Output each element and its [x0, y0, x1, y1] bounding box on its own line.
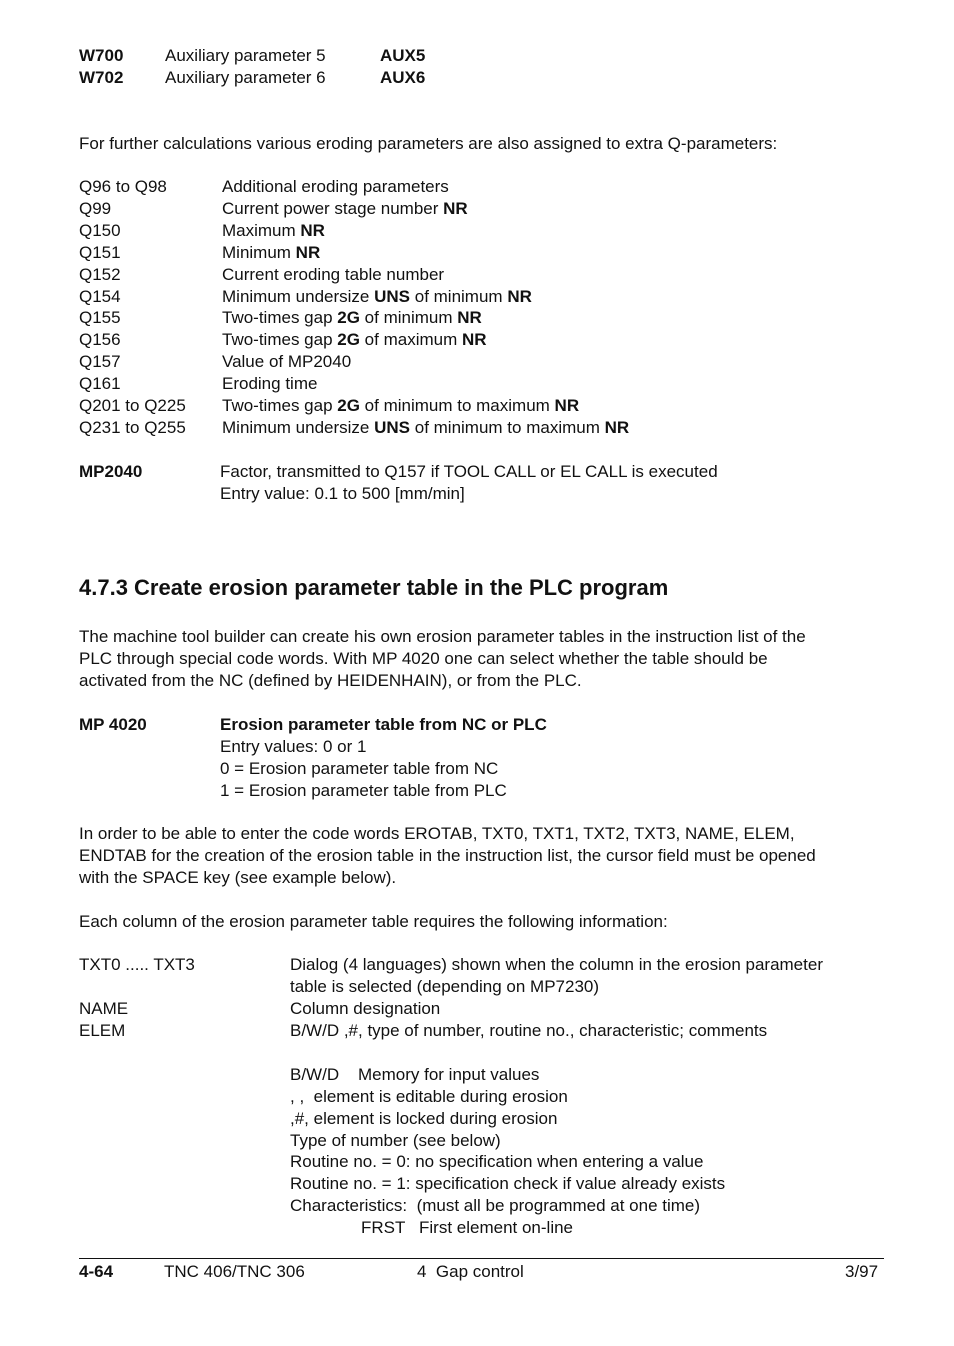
- mp4020-line: Entry values: 0 or 1: [220, 737, 367, 756]
- mp4020-label: MP 4020: [79, 715, 147, 734]
- q-param-description: [222, 242, 320, 264]
- aux-code: W702: [79, 68, 124, 87]
- q-param-text: Current eroding table number: [222, 265, 445, 284]
- q-param-text: Minimum undersize: [222, 287, 375, 306]
- aux-name: AUX6: [380, 68, 426, 87]
- aux-name: AUX5: [380, 46, 426, 65]
- q-param-text: Current power stage number: [222, 199, 444, 218]
- mp4020-line: 1 = Erosion parameter table from PLC: [220, 781, 507, 800]
- footer-product: TNC 406/TNC 306: [164, 1262, 305, 1281]
- q-param-text: Two-times gap: [222, 396, 338, 415]
- mp4020-line: 0 = Erosion parameter table from NC: [220, 759, 499, 778]
- q-param-code: Q151: [79, 243, 121, 262]
- footer-rule: [79, 1258, 884, 1259]
- q-param-keyword: UNS: [374, 418, 411, 437]
- aux-desc: Auxiliary parameter 5: [165, 46, 326, 65]
- q-param-keyword: NR: [457, 308, 482, 327]
- name-description: Column designation: [290, 999, 441, 1018]
- page-number: 4-64: [79, 1262, 114, 1281]
- q-param-text: Two-times gap: [222, 330, 338, 349]
- q-param-code: Q161: [79, 374, 121, 393]
- mp2040-label: MP2040: [79, 462, 143, 481]
- q-param-code: Q155: [79, 308, 121, 327]
- q-param-text: of maximum: [359, 330, 462, 349]
- q-param-text: Additional eroding parameters: [222, 177, 449, 196]
- q-param-code: Q152: [79, 265, 121, 284]
- q-param-keyword: NR: [554, 396, 580, 415]
- paragraph-line: activated from the NC (defined by HEIDENHAIN), or from the PLC.: [79, 671, 582, 690]
- elem-label: ELEM: [79, 1021, 126, 1040]
- q-param-code: Q150: [79, 221, 121, 240]
- aux-desc: Auxiliary parameter 6: [165, 68, 326, 87]
- q-param-text: Eroding time: [222, 374, 318, 393]
- q-param-keyword: 2G: [337, 330, 360, 349]
- paragraph-line: In order to be able to enter the code words EROTAB, TXT0, TXT1, TXT2, TXT3, NAME, ELEM,: [79, 824, 795, 843]
- elem-detail: Characteristics: (must all be programmed at one time): [290, 1196, 701, 1215]
- q-param-keyword: 2G: [337, 308, 360, 327]
- q-param-code: Q96 to Q98: [79, 177, 167, 196]
- q-param-code: Q154: [79, 287, 121, 306]
- q-param-text: of minimum: [410, 287, 508, 306]
- q-param-code: Q157: [79, 352, 121, 371]
- name-label: NAME: [79, 999, 129, 1018]
- q-params-intro: For further calculations various eroding parameters are also assigned to extra Q-parameters:: [79, 134, 778, 153]
- txt-description: table is selected (depending on MP7230): [290, 977, 600, 996]
- footer-chapter: 4 Gap control: [417, 1262, 524, 1281]
- mp2040-entry-value: Entry value: 0.1 to 500 [mm/min]: [220, 484, 465, 503]
- section-heading: 4.7.3 Create erosion parameter table in the PLC program: [79, 575, 669, 600]
- paragraph-line: The machine tool builder can create his own erosion parameter tables in the instruction list of the: [79, 627, 806, 646]
- q-param-text: Value of MP2040: [222, 352, 352, 371]
- footer-date: 3/97: [845, 1262, 879, 1281]
- paragraph-line: with the SPACE key (see example below).: [79, 868, 397, 887]
- txt-description: Dialog (4 languages) shown when the column in the erosion parameter: [290, 955, 823, 974]
- elem-detail: , , element is editable during erosion: [290, 1087, 568, 1106]
- q-param-code: Q99: [79, 199, 112, 218]
- q-param-description: [222, 220, 325, 242]
- q-param-keyword: 2G: [337, 396, 360, 415]
- txt-label: TXT0 ..... TXT3: [79, 955, 195, 974]
- elem-detail: Routine no. = 0: no specification when entering a value: [290, 1152, 704, 1171]
- q-param-description: [222, 395, 579, 417]
- elem-detail: Routine no. = 1: specification check if value already exists: [290, 1174, 726, 1193]
- paragraph-line: PLC through special code words. With MP 4020 one can select whether the table should be: [79, 649, 768, 668]
- q-param-text: of minimum: [359, 308, 458, 327]
- frst-code: FRST: [361, 1218, 406, 1237]
- q-param-text: of minimum to maximum: [359, 396, 555, 415]
- q-param-description: [222, 286, 532, 308]
- q-param-text: Two-times gap: [222, 308, 338, 327]
- q-param-description: [222, 373, 317, 395]
- q-param-keyword: NR: [507, 287, 532, 306]
- q-param-description: [222, 351, 351, 373]
- q-param-description: [222, 198, 468, 220]
- q-param-keyword: NR: [604, 418, 630, 437]
- q-param-code: Q201 to Q225: [79, 396, 186, 415]
- q-param-description: [222, 307, 482, 329]
- q-param-text: Minimum: [222, 243, 296, 262]
- q-param-text: of minimum to maximum: [410, 418, 605, 437]
- q-param-keyword: NR: [461, 330, 487, 349]
- paragraph-line: Each column of the erosion parameter table requires the following information:: [79, 912, 668, 931]
- q-param-keyword: NR: [443, 199, 468, 218]
- frst-description: First element on-line: [419, 1218, 574, 1237]
- elem-detail: Type of number (see below): [290, 1131, 501, 1150]
- aux-code: W700: [79, 46, 124, 65]
- q-param-keyword: UNS: [374, 287, 411, 306]
- q-param-keyword: NR: [300, 221, 325, 240]
- mp4020-title: Erosion parameter table from NC or PLC: [220, 715, 547, 734]
- elem-detail: ,#, element is locked during erosion: [290, 1109, 558, 1128]
- q-param-code: Q156: [79, 330, 121, 349]
- q-param-description: [222, 329, 487, 351]
- q-param-description: [222, 176, 449, 198]
- paragraph-line: ENDTAB for the creation of the erosion table in the instruction list, the cursor field must be opened: [79, 846, 816, 865]
- elem-description: B/W/D ,#, type of number, routine no., characteristic; comments: [290, 1021, 768, 1040]
- q-param-keyword: NR: [295, 243, 321, 262]
- q-param-code: Q231 to Q255: [79, 418, 186, 437]
- q-param-text: Maximum: [222, 221, 301, 240]
- q-param-description: [222, 417, 629, 439]
- q-param-description: [222, 264, 444, 286]
- elem-detail: B/W/D Memory for input values: [290, 1065, 540, 1084]
- mp2040-description: Factor, transmitted to Q157 if TOOL CALL or EL CALL is executed: [220, 462, 718, 481]
- q-param-text: Minimum undersize: [222, 418, 375, 437]
